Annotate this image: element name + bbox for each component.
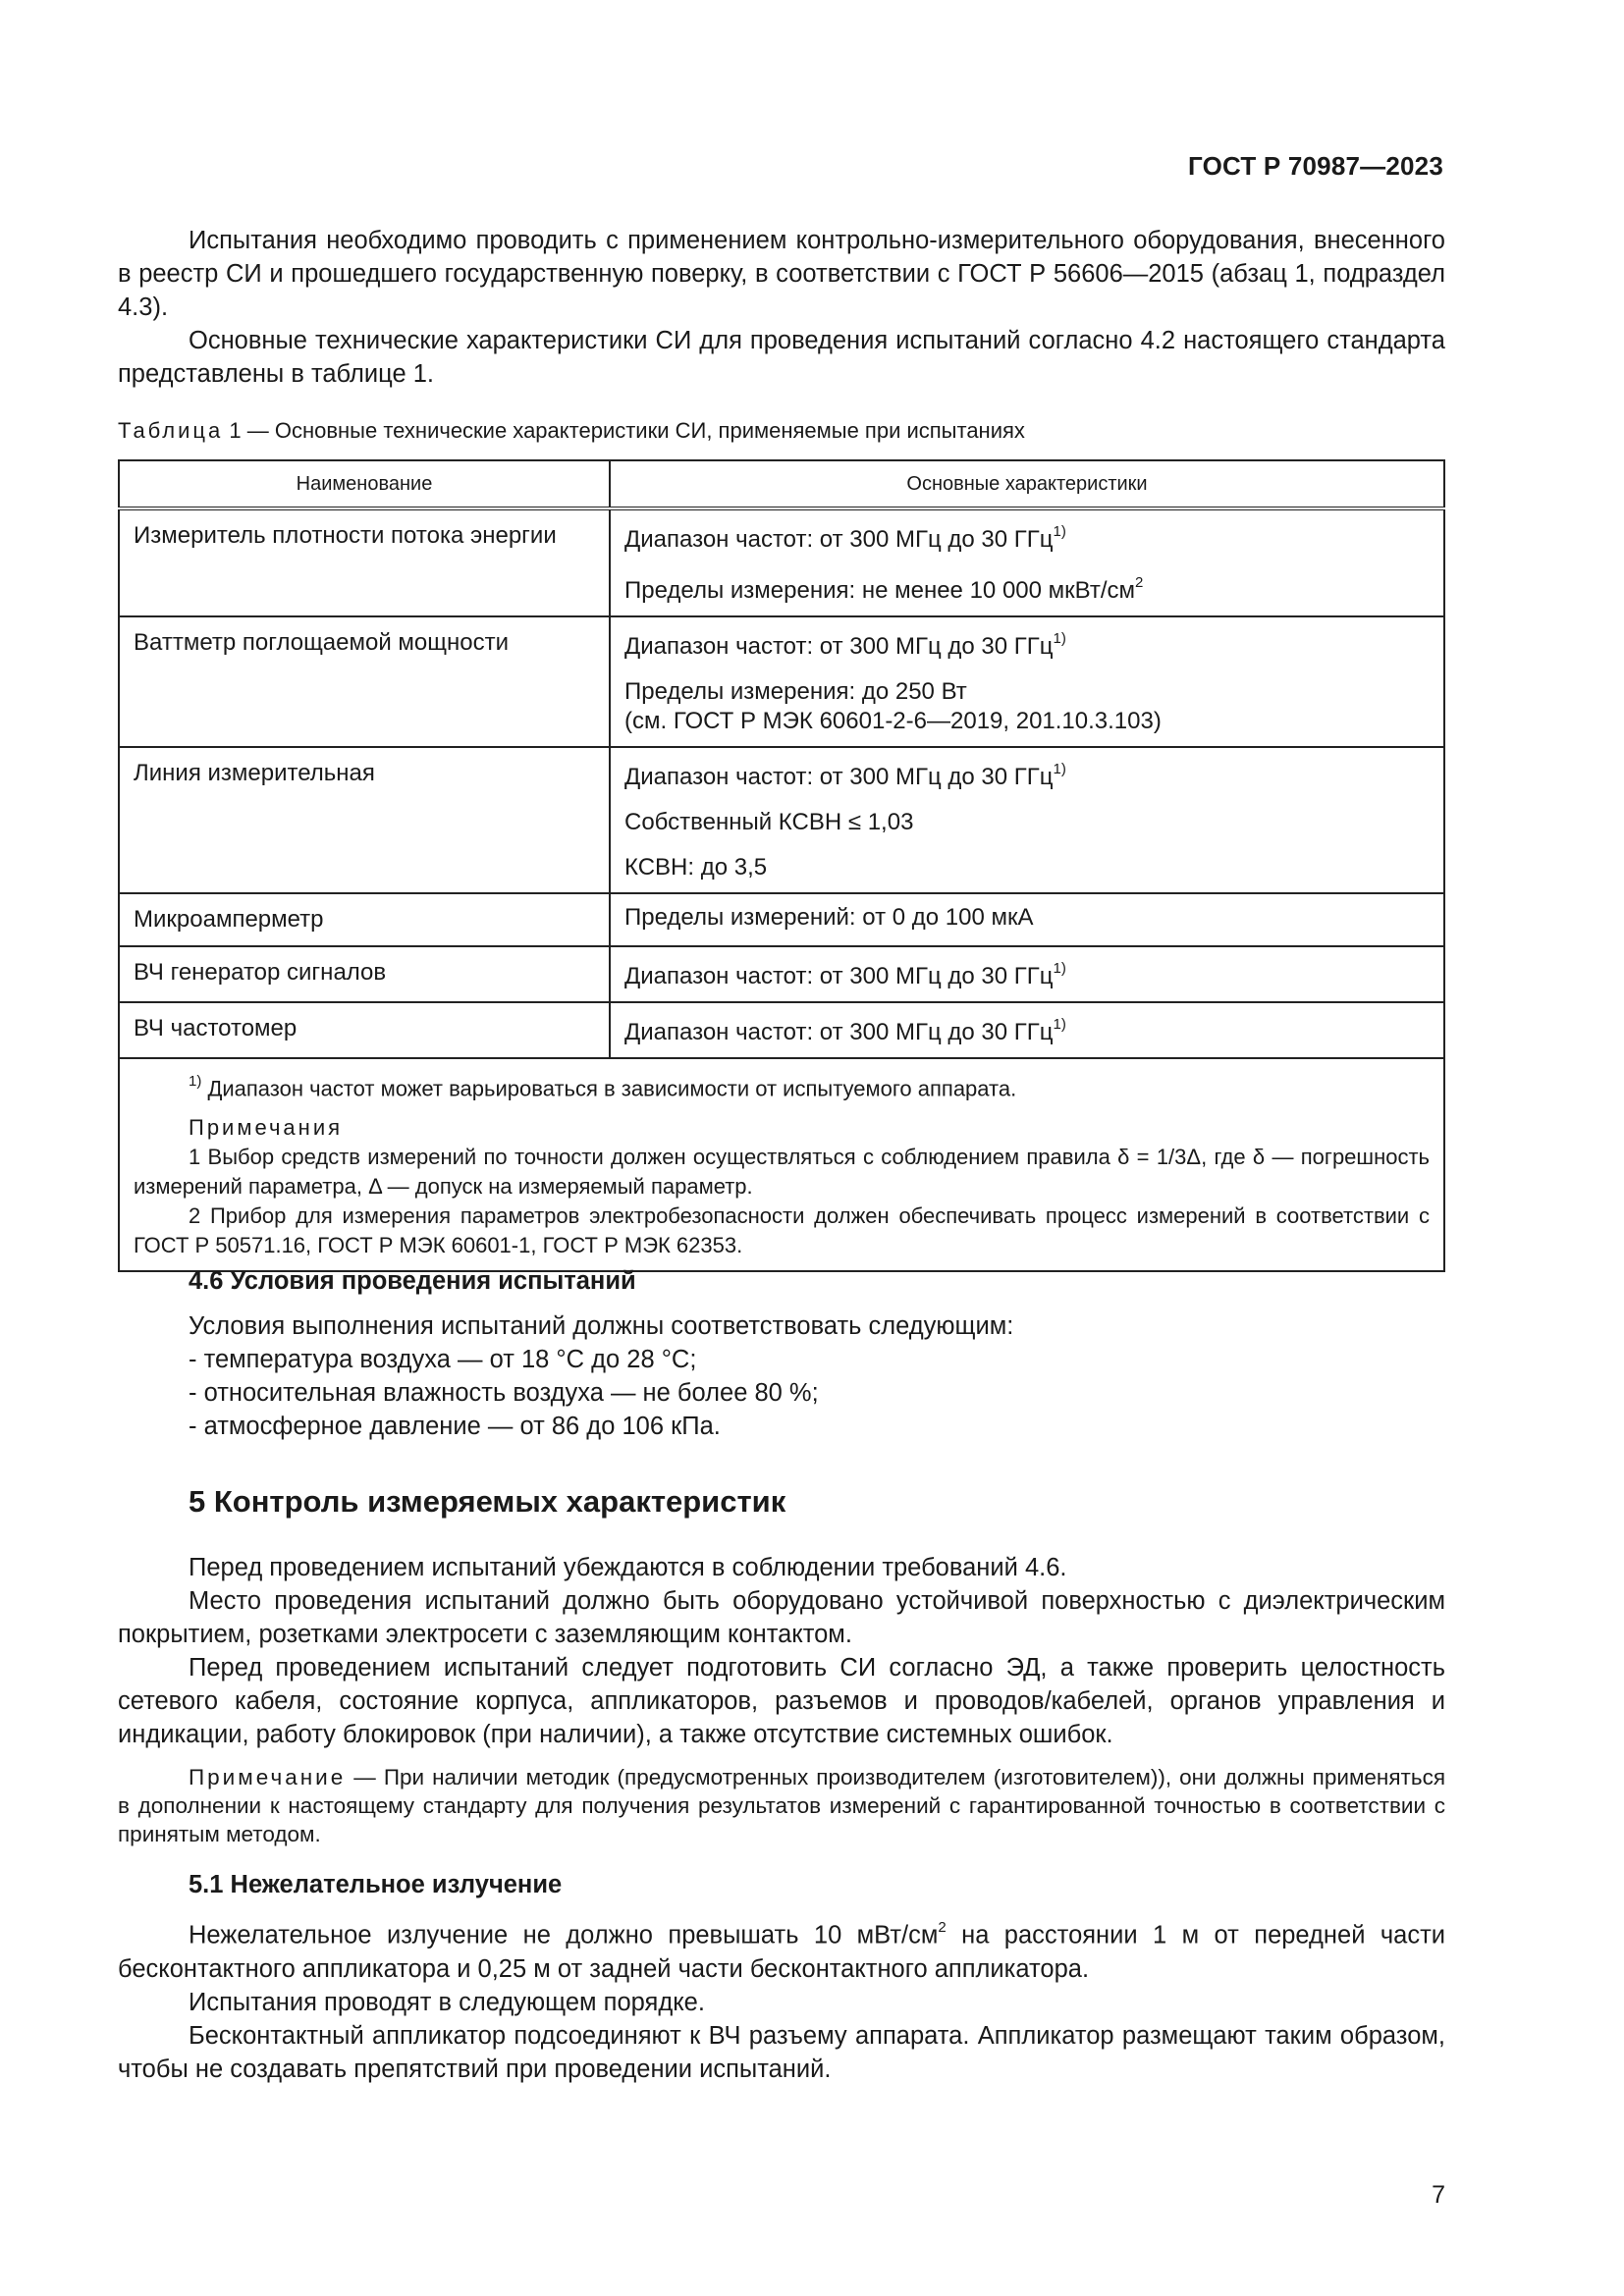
table-footnote: $^{1)}$ Диапазон частот может варьироваться в зависимости от испытуемого аппарата. (189, 1073, 1017, 1101)
spec-line: Диапазон частот: от 300 МГц до 30 ГГц$^{1)}$ (624, 761, 1066, 790)
section-paragraph: Перед проведением испытаний следует подготовить СИ согласно ЭД, а также проверить целостность сетевого кабеля, состояние корпуса, аппликаторов, разъемов и проводов/кабелей, органов управления и индикации, работу блокировок (при наличии), а также отсутствие системных ошибок. (118, 1654, 1445, 1748)
footnote-ref: 1) (1053, 1016, 1066, 1033)
list-item: - относительная влажность воздуха — не более 80 %; (189, 1379, 819, 1407)
table-row (119, 508, 1444, 616)
instrument-specs (610, 508, 1444, 616)
intro-paragraph-2: Основные технические характеристики СИ для проведения испытаний согласно 4.2 настоящего стандарта представлены в таблице 1. (118, 327, 1445, 388)
instrument-name: Измеритель плотности потока энергии (119, 508, 610, 616)
spec-line: Диапазон частот: от 300 МГц до 30 ГГц$^{1)}$ (624, 1016, 1066, 1045)
spec-line: КСВН: до 3,5 (624, 854, 768, 881)
instrument-specs (610, 946, 1444, 1002)
table-row (119, 893, 1444, 946)
instrument-specs (610, 893, 1444, 946)
column-header-name: Наименование (119, 460, 610, 508)
note-paragraph: Примечание — При наличии методик (предусмотренных производителем (изготовителем)), они должны применяться в дополнении к настоящему стандарту для получения результатов измерений с гарантированной точностью в соответствии с принятым методом. (118, 1765, 1445, 1846)
instrument-name: ВЧ частотомер (119, 1002, 610, 1058)
table-notes (119, 1058, 1444, 1271)
spec-line: Диапазон частот: от 300 МГц до 30 ГГц$^{1)}$ (624, 523, 1066, 553)
spec-line: Пределы измерения: не менее 10 000 мкВт/$см^2$ (624, 574, 1144, 604)
footnote-ref: 1) (1053, 523, 1066, 540)
spec-line: Собственный КСВН ≤ 1,03 (624, 809, 914, 835)
section-5-1 (118, 1871, 1445, 2086)
section-paragraph: Нежелательное излучение не должно превышать 10 мВт/$см^2$ на расстоянии 1 м от передней части бесконтактного аппликатора и 0,25 м от задней части бесконтактного аппликатора. (118, 1919, 1445, 1983)
section-heading: 4.6 Условия проведения испытаний (189, 1267, 636, 1295)
section-heading: 5.1 Нежелательное излучение (189, 1871, 563, 1898)
footnote-ref: 1) (1053, 630, 1066, 647)
list-item: - температура воздуха — от 18 °С до 28 °С; (189, 1346, 697, 1373)
table-notes-row (119, 1058, 1444, 1271)
table-row (119, 747, 1444, 893)
instrument-specs (610, 616, 1444, 747)
instrument-specs (610, 747, 1444, 893)
table-caption (118, 416, 1445, 446)
note-label: Примечание (189, 1765, 347, 1789)
instrument-name: Ваттметр поглощаемой мощности (119, 616, 610, 747)
section-paragraph: Место проведения испытаний должно быть оборудовано устойчивой поверхностью с диэлектрическим покрытием, розетками электросети с заземляющим контактом. (118, 1587, 1445, 1648)
section-4-6 (118, 1267, 1445, 1443)
list-item: - атмосферное давление — от 86 до 106 кПа. (189, 1413, 721, 1440)
section-5-note (118, 1763, 1445, 1848)
table-row (119, 946, 1444, 1002)
section-heading: 5 Контроль измеряемых характеристик (189, 1484, 786, 1519)
note-2: 2 Прибор для измерения параметров электробезопасности должен обеспечивать процесс измерений в соответствии с ГОСТ Р 50571.16, ГОСТ Р МЭК 60601-1, ГОСТ Р МЭК 62353. (134, 1203, 1430, 1258)
intro-paragraph-1: Испытания необходимо проводить с применением контрольно-измерительного оборудования, внесенного в реестр СИ и прошедшего государственную поверку, в соответствии с ГОСТ Р 56606—2015 (абзац 1, подраздел 4.3). (118, 227, 1445, 321)
spec-line: Пределы измерений: от 0 до 100 мкА (624, 904, 1034, 931)
spec-line: Диапазон частот: от 300 МГц до 30 ГГц$^{1)}$ (624, 630, 1066, 660)
instrument-name: Микроамперметр (119, 893, 610, 946)
table-caption-label: Таблица (118, 418, 224, 443)
column-header-specs: Основные характеристики (610, 460, 1444, 508)
footnote-ref: 1) (1053, 960, 1066, 977)
instrument-name: ВЧ генератор сигналов (119, 946, 610, 1002)
intro-section (118, 224, 1445, 391)
instrument-specs (610, 1002, 1444, 1058)
document-code-header: ГОСТ Р 70987—2023 (1188, 151, 1443, 181)
section-5 (118, 1484, 1445, 1751)
spec-line: Пределы измерения: до 250 Вт (см. ГОСТ Р МЭК 60601-2-6—2019, 201.10.3.103) (624, 678, 1162, 734)
footnote-ref: 1) (1053, 761, 1066, 777)
table-row (119, 1002, 1444, 1058)
instrument-name: Линия измерительная (119, 747, 610, 893)
footnote-mark: 1) (189, 1073, 202, 1090)
section-paragraph: Бесконтактный аппликатор подсоединяют к ВЧ разъему аппарата. Аппликатор размещают таким образом, чтобы не создавать препятствий при проведении испытаний. (118, 2021, 1445, 2083)
section-paragraph: Перед проведением испытаний убеждаются в соблюдении требований 4.6. (189, 1554, 1067, 1581)
superscript: 2 (1135, 574, 1144, 591)
spec-line: Диапазон частот: от 300 МГц до 30 ГГц$^{1)}$ (624, 960, 1066, 989)
table-header-row (119, 460, 1444, 508)
section-paragraph: Условия выполнения испытаний должны соответствовать следующим: (189, 1312, 1014, 1340)
table-row (119, 616, 1444, 747)
page-number: 7 (1432, 2181, 1445, 2209)
notes-title: Примечания (189, 1115, 344, 1141)
note-1: 1 Выбор средств измерений по точности должен осуществляться с соблюдением правила δ = 1/3Δ, где δ — погрешность измерений параметра, Δ — допуск на измеряемый параметр. (134, 1145, 1430, 1200)
table-caption-text: 1 — Основные технические характеристики СИ, применяемые при испытаниях (223, 418, 1025, 443)
section-paragraph: Испытания проводят в следующем порядке. (189, 1988, 705, 2016)
instruments-table (118, 459, 1445, 1272)
superscript: 2 (938, 1919, 947, 1936)
